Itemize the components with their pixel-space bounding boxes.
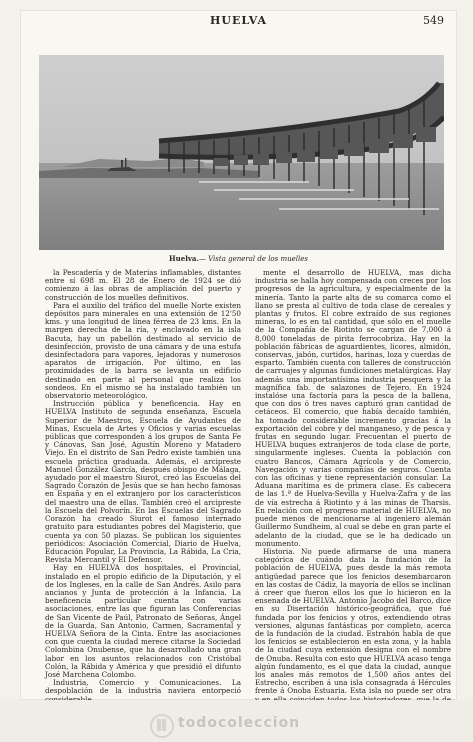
left-paragraph-5: Industria, Comercio y Comunicaciones. La despoblación de la industria naviera entorpeció xyxy=(45,678,241,696)
left-paragraph-3: Instrucción pública y beneficencia. Hay en HUELVA Instituto de segunda enseñanza, Escuela Superior de Maestros, Escuela de Ayudantes de Minas, Escuela de Artes y Oficios y varias escuelas públicas que corresponden á los grupos de Santa Fe y Cánovas, San José, Agustín Moreno y Matadero Viejo. En el distrito de San Pedro existe también una escuela práctica graduada. Además, el arcipreste Manuel González García, después obispo de Málaga, ayudado por el maestro Siurot, creó las Escuelas del Sagrado Corazón de Jesús que se han hecho famosas en España y en el extranjero por los característicos del maestro una de ellas. También creó el arcipreste la Escuela del Polvorín. En las Escuelas del Sagrado Corazón ha creado Siurot el famoso internado gratuito para estudiantes pobres del Magisterio, que cuenta ya con 50 plazas. Se publican los siguientes periódicos: Asociación Comercial, Diario de Huelva, Educación Popular, La Provincia, La Rábida, La Cria, Revista Mercantil y El Defensor. xyxy=(45,399,241,565)
left-paragraph-4: Hay en HUELVA dos hospitales, el Provincial, instalado en el propio edificio de la Diputación, y el de los Ingleses, en la calle de San Andrés. Asilo para ancianos y Junta de protección á la Infancia. La beneficencia particular cuenta con varias asociaciones, entre las que figuran las Conferencias de San Vicente de Paúl, Patronato de Señoras, Ángel de la Guarda, San Antonio, Carmen, Sacramental y HUELVA Señora de la Cinta. Entre las asociaciones con que cuenta la ciudad merece citarse la Sociedad Colombina Onubense, que ha desarrollado una gran labor en los asuntos relacionados con Cristóbal Colón, la Rábida y América y que presidió el difunto José Marchena Colombo. xyxy=(45,563,241,679)
text-column-right xyxy=(255,269,451,712)
watermark-logo-icon xyxy=(150,714,174,738)
caption-text: — Vista general de los muelles xyxy=(198,255,308,263)
left-paragraph-2: Para el auxilio del tráfico del muelle Norte existen depósitos para minerales en una extensión de 12'50 kms. y una longitud de línea férrea de 23 kms. En la margen derecha de la ría, y enclavado en la isla Bacuta, hay un pabellón destinado al servicio de desinfección, provisto de una cámara y de una estufa desinfectadora para vapores, lejadoras y numerosos aparatos de irrigación. Por último, en las proximidades de la barra se levanta un edificio destinado en parte al personal que realiza los sondeos. En el mismo se ha instalado también un observatorio meteorológico. xyxy=(45,300,241,401)
watermark xyxy=(150,714,340,734)
page-title: HUELVA xyxy=(209,14,267,27)
photo-caption xyxy=(21,254,456,263)
caption-place: Huelva. xyxy=(169,254,199,263)
running-header xyxy=(21,11,456,37)
text-column-left xyxy=(45,269,241,704)
harbor-photo-illustration xyxy=(39,55,444,250)
left-paragraph-1: la Pescadería y de Materias inflamables, distantes entre sí 698 m. El 28 de Enero de 1924 se dió comienzo á las obras de ampliación del puerto y construcción de los muelles definitivos. xyxy=(45,268,241,302)
right-paragraph-2: Historia. No puede afirmarse de una manera categórica de cuándo data la fundación de la población de HUELVA, pues desde la más remota antigüedad parece que los fenicios desembarcaron en las costas de Cádiz, la mayoría de ellos se inclinan á creer que fueron ellos los que lo hicieron en la ensenada de HUELVA. Antonio Jacobo del Barco, dice en su Disertación histórico-geográfica, que fué fundada por los fenicios y otros, extendiendo otras versiones, algunas fantásticas por completo, acerca de la fundación de la ciudad. Estrabón habla de que los fenicios se establecieron en esta zona, y la habla de la ciudad cuya extensión designa con el nombre de Onuba. Resulta con esto que HUELVA acaso tenga algún fundamento, es el que data la ciudad, aunque los anales más remotos de 1,500 años antes del Estrecho, escriben á una isla consagrada á Hércules frente á Onoba Estuaria. Esta isla no puede ser otra xyxy=(255,546,451,696)
harbor-photo xyxy=(39,55,444,250)
document-page xyxy=(20,10,457,700)
page-number: 549 xyxy=(423,14,444,27)
watermark-text: todocoleccion xyxy=(178,715,301,731)
right-paragraph-1: mente el desarrollo de HUELVA, mas dicha industria se halla hoy compensada con creces por los progresos de la agricultura, y especialmente de la minería. Tanto la parte alta de su comarca como el llano se presta al cultivo de toda clase de cereales y plantas y frutos. El cobre extraído de sus regiones mineras, lo es en tal cantidad, que sólo en el muelle de la Compañía de Riotinto se cargan de 7,000 á 8,000 toneladas de pirita ferrocobriza. Hay en la población fábricas de aguardientes, licores, almidón, conservas, jabón, curtidos, harinas, loza y cuerdas de esparto. También cuenta con talleres de construcción de carruajes y algunas fundiciones metalúrgicas. Hay además una importantísima industria pesquera y la magnífica fab. de salazones de Tejero. En 1924 instalóse una factoría para la pesca de la ballena, que con dos ó tres naves capturó gran cantidad de cetáceos. El comercio, que había decaído también, ha tomado considerable incremento gracias á la exportación del cobre y del manganeso, y de pesca y frutas en segundo lugar. Frecuentan el puerto de HUELVA buques extranjeros de toda clase de porte, singularmente ingleses. Cuenta la población con cuatro Bancos, Cámara Agrícola y de Comercio, Navegación y varias compañías de seguros. Cuenta con las oficinas y tiene representación consular. La Aduana marítima es de primera clase. Es cabecera de las 1.ª de Huelva-Sevilla y Huelva-Zafra y de las de vía estrecha á Riotinto y á las minas de Tharsis. En relación con el progreso material de HUELVA, no puede menos de mencionarse al ingeniero alemán Guillermo Sundheim, al cual se debe en gran parte el adelanto de la ciudad, que se le ha dedicado un monumento. xyxy=(255,268,451,548)
